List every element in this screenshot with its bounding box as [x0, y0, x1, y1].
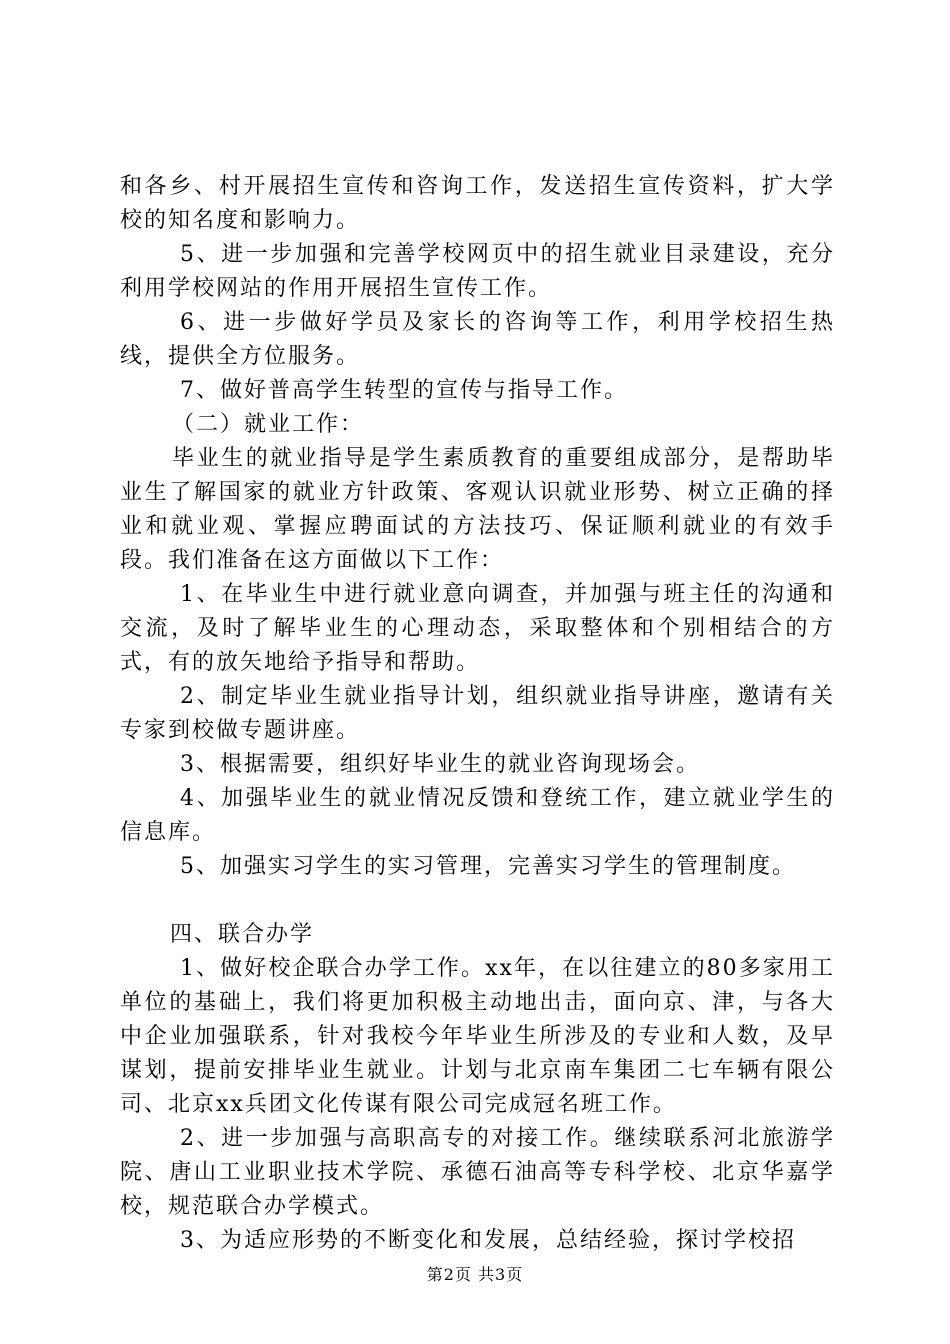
document-body — [120, 170, 835, 1258]
paragraph-employment-intro: 毕业生的就业指导是学生素质教育的重要组成部分，是帮助毕业生了解国家的就业方针政策、客观认识就业形势、树立正确的择业和就业观、掌握应聘面试的方法技巧、保证顺利就业的有效手段。我们准备在这方面做以下工作： — [120, 446, 835, 573]
paragraph-employment-5: 5、加强实习学生的实习管理，完善实习学生的管理制度。 — [180, 854, 796, 879]
paragraph-joint-2: 2、进一步加强与高职高专的对接工作。继续联系河北旅游学院、唐山工业职业技术学院、承德石油高等专科学校、北京华嘉学校，规范联合办学模式。 — [120, 1126, 835, 1219]
paragraph-employment-4: 4、加强毕业生的就业情况反馈和登统工作，建立就业学生的信息库。 — [120, 786, 835, 845]
paragraph-employment-3: 3、根据需要，组织好毕业生的就业咨询现场会。 — [180, 752, 700, 777]
paragraph-item-6: 6、进一步做好学员及家长的咨询等工作，利用学校招生热线，提供全方位服务。 — [120, 310, 835, 369]
page-number-label: 第2页 共3页 — [426, 1265, 524, 1284]
paragraph-joint-3: 3、为适应形势的不断变化和发展，总结经验，探讨学校招 — [180, 1228, 796, 1253]
paragraph-employment-2: 2、制定毕业生就业指导计划，组织就业指导讲座，邀请有关专家到校做专题讲座。 — [120, 684, 835, 743]
paragraph-continuation: 和各乡、村开展招生宣传和咨询工作，发送招生宣传资料，扩大学校的知名度和影响力。 — [120, 174, 835, 233]
paragraph-joint-1: 1、做好校企联合办学工作。xx年，在以往建立的80多家用工单位的基础上，我们将更加积极主动地出击，面向京、津，与各大中企业加强联系，针对我校今年毕业生所涉及的专业和人数，及早谋划，提前安排毕业生就业。计划与北京南车集团二七车辆有限公司、北京xx兵团文化传谋有限公司完成冠名班工作。 — [120, 956, 835, 1117]
section-heading-joint-school: 四、联合办学 — [170, 922, 315, 947]
paragraph-item-5: 5、进一步加强和完善学校网页中的招生就业目录建设，充分利用学校网站的作用开展招生宣传工作。 — [120, 242, 835, 301]
paragraph-item-7: 7、做好普高学生转型的宣传与指导工作。 — [180, 378, 628, 403]
subsection-heading-employment: （二）就业工作： — [172, 412, 365, 437]
page-footer — [0, 1262, 950, 1285]
blank-line — [120, 884, 835, 918]
paragraph-employment-1: 1、在毕业生中进行就业意向调查，并加强与班主任的沟通和交流，及时了解毕业生的心理动态，采取整体和个别相结合的方式，有的放矢地给予指导和帮助。 — [120, 582, 835, 675]
